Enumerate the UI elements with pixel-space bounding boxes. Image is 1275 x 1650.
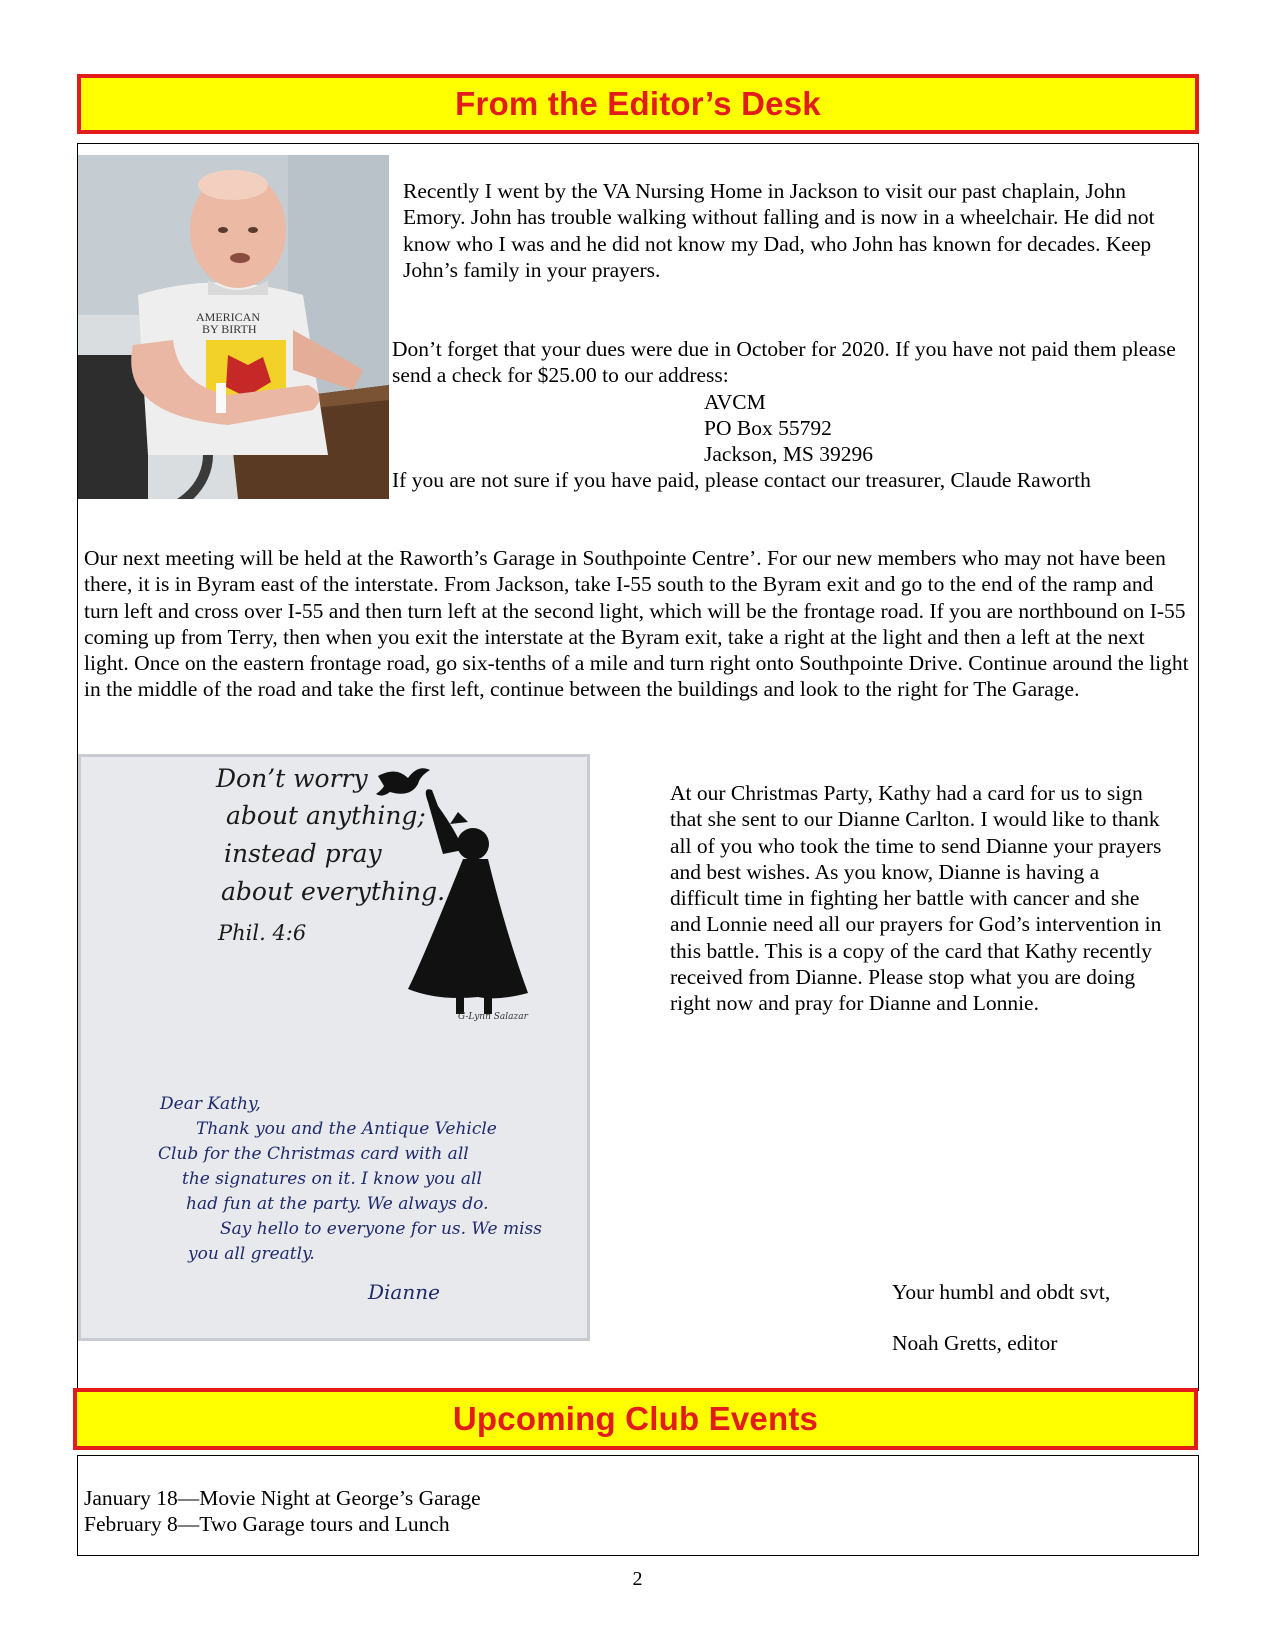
- chaplain-photo-illustration: [78, 155, 389, 499]
- card-note-line-4: the signatures on it. I know you all: [182, 1169, 482, 1189]
- christmas-card-photo: [78, 754, 590, 1341]
- card-verse-line-3: instead pray: [224, 839, 382, 868]
- editor-signoff: Your humbl and obdt svt,: [892, 1280, 1111, 1304]
- card-note-line-2: Thank you and the Antique Vehicle: [196, 1119, 497, 1139]
- page-number: 2: [632, 1568, 643, 1590]
- shirt-text-line-1: AMERICAN: [196, 310, 261, 324]
- card-note-line-1: Dear Kathy,: [160, 1094, 261, 1114]
- editor-section-banner: [77, 74, 1199, 134]
- card-note-line-6: Say hello to everyone for us. We miss: [220, 1219, 542, 1239]
- chaplain-photo: [78, 155, 389, 499]
- card-note-signature: Dianne: [368, 1280, 440, 1304]
- event-item: February 8—Two Garage tours and Lunch: [84, 1512, 450, 1537]
- meeting-paragraph: Our next meeting will be held at the Raworth’s Garage in Southpointe Centre’. For our new members who may not have been there, it is in Byram east of the interstate. From Jackson, take I-55 south to the Byram exit and go to the end of the ramp and turn left and cross over I-55 and then turn left at the second light, which will be the frontage road. If you are northbound on I-55 coming up from Terry, then when you exit the interstate at the Byram exit, take a right at the light and then a left at the next light. Once on the eastern frontage road, go six-tenths of a mile and turn right onto Southpointe Drive. Continue around the light in the middle of the road and take the first left, continue between the buildings and look to the right for The Garage.: [84, 546, 1189, 702]
- treasurer-paragraph: If you are not sure if you have paid, please contact our treasurer, Claude Raworth: [392, 468, 1091, 493]
- mailing-address-line-1: AVCM: [704, 389, 766, 414]
- card-verse-line-5: Phil. 4:6: [218, 921, 307, 945]
- card-note-line-3: Club for the Christmas card with all: [158, 1144, 469, 1164]
- mailing-address-line-3: Jackson, MS 39296: [704, 442, 874, 467]
- card-verse-line-4: about everything.: [221, 877, 446, 906]
- dues-block: [392, 336, 1189, 494]
- events-list: [84, 1485, 1184, 1538]
- editor-section-title: From the Editor’s Desk: [455, 85, 821, 122]
- events-section-banner: [73, 1388, 1198, 1450]
- dues-paragraph: Don’t forget that your dues were due in October for 2020. If you have not paid them please send a check for $25.00 to our address:: [392, 337, 1176, 388]
- card-note-line-5: had fun at the party. We always do.: [186, 1194, 489, 1214]
- event-item: January 18—Movie Night at George’s Garage: [84, 1486, 481, 1510]
- card-verse-line-1: Don’t worry: [216, 764, 368, 793]
- card-verse-line-2: about anything;: [226, 801, 426, 830]
- editor-signature: Noah Gretts, editor: [892, 1331, 1058, 1355]
- visit-paragraph: Recently I went by the VA Nursing Home in Jackson to visit our past chaplain, John Emory. John has trouble walking without falling and is now in a wheelchair. He did not know who I was and he did not know my Dad, who John has known for decades. Keep John’s family in your prayers.: [403, 179, 1155, 282]
- christmas-card-illustration: [78, 754, 590, 1341]
- mailing-address-line-2: PO Box 55792: [704, 415, 832, 440]
- shirt-text-line-2: BY BIRTH: [202, 322, 257, 336]
- card-artist-signature: G-Lynn Salazar: [458, 1012, 528, 1022]
- card-note-line-7: you all greatly.: [188, 1244, 315, 1264]
- christmas-paragraph: At our Christmas Party, Kathy had a card for us to sign that she sent to our Dianne Carlton. I would like to thank all of you who took the time to send Dianne your prayers and best wishes. As you know, Dianne is having a difficult time in fighting her battle with cancer and she and Lonnie need all our prayers for God’s intervention in this battle. This is a copy of the card that Kathy recently received from Dianne. Please stop what you are doing right now and pray for Dianne and Lonnie.: [670, 781, 1162, 1016]
- events-section-title: Upcoming Club Events: [452, 1400, 819, 1437]
